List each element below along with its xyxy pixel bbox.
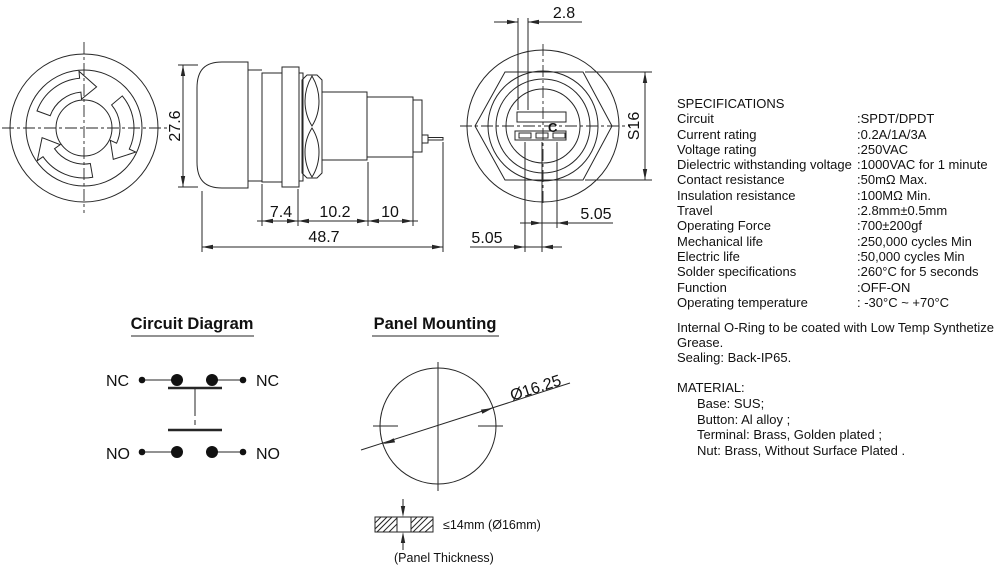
dim-c-text: 10 <box>381 204 399 221</box>
note-line: Internal O-Ring to be coated with Low Temp Synthetize <box>677 320 994 335</box>
spec-row <box>677 295 1000 310</box>
side-view <box>167 62 443 252</box>
dim-b-text: 10.2 <box>319 204 351 221</box>
dim-top-text: 2.8 <box>552 5 576 22</box>
rotate-arrow-top-icon <box>37 71 97 116</box>
material-item: Nut: Brass, Without Surface Plated . <box>697 443 906 459</box>
spec-label: Operating Force <box>677 218 771 234</box>
specifications-block <box>677 96 1000 310</box>
spec-row <box>677 172 1000 187</box>
spec-label: Contact resistance <box>677 172 785 188</box>
panel-section-outline <box>375 517 433 532</box>
end-cap <box>413 100 422 152</box>
dim-height <box>167 65 198 187</box>
spec-row <box>677 264 1000 279</box>
rear-body <box>367 97 413 157</box>
spec-label: Function <box>677 279 727 295</box>
material-block <box>677 380 1000 459</box>
arrowhead-icon <box>402 219 413 223</box>
arrowhead-icon <box>357 219 368 223</box>
spec-value: :260°C for 5 seconds <box>857 264 979 280</box>
arrowhead-icon <box>202 245 213 249</box>
nc-terminal-left <box>139 377 146 384</box>
hatching-right <box>411 517 433 532</box>
arrowhead-icon <box>432 245 443 249</box>
dim-a-text: 7.4 <box>269 204 293 221</box>
spec-row <box>677 234 1000 249</box>
material-item: Terminal: Brass, Golden plated ; <box>697 427 882 443</box>
arrowhead-icon <box>542 245 553 249</box>
terminal-pad-left <box>519 133 531 138</box>
no-contact-right <box>206 446 218 458</box>
spec-row <box>677 203 1000 218</box>
no-terminal-left <box>139 449 146 456</box>
no-terminal-right <box>240 449 247 456</box>
spec-value: :250,000 cycles Min <box>857 233 972 249</box>
panel-cross-section <box>375 499 541 565</box>
panel-mounting <box>361 315 570 565</box>
panel-thickness-caption: (Panel Thickness) <box>394 551 494 565</box>
spec-value: :250VAC <box>857 141 909 157</box>
hex-facet-lower <box>305 128 319 177</box>
spec-row <box>677 218 1000 233</box>
material-item: Button: Al alloy ; <box>697 411 791 427</box>
hex-facet-upper <box>305 76 319 126</box>
arrowhead-icon <box>181 176 185 187</box>
specifications-title: SPECIFICATIONS <box>677 96 785 111</box>
arrowhead-icon <box>507 20 518 24</box>
spec-value: :SPDT/DPDT <box>857 111 935 127</box>
spec-value: :50,000 cycles Min <box>857 248 965 264</box>
spec-row <box>677 188 1000 203</box>
arrowhead-icon <box>181 65 185 76</box>
hatching-left <box>375 517 397 532</box>
spec-row <box>677 142 1000 157</box>
hole-diameter-text: Ø16.25 <box>508 372 564 405</box>
nc-label-right: NC <box>256 373 280 390</box>
spec-value: :1000VAC for 1 minute <box>857 157 988 173</box>
common-terminal-label: C <box>548 120 558 135</box>
no-contact-left <box>171 446 183 458</box>
spec-row <box>677 249 1000 264</box>
panel-flange <box>282 67 299 187</box>
dim-total-text: 48.7 <box>308 229 340 246</box>
spec-label: Operating temperature <box>677 294 808 310</box>
no-label-left: NO <box>106 446 130 463</box>
arrowhead-icon <box>481 408 493 414</box>
terminal-pad-center <box>536 133 548 138</box>
arrowhead-icon <box>383 438 395 444</box>
front-view <box>2 42 168 213</box>
sealing-notes <box>677 320 1000 365</box>
nc-terminal-right <box>240 377 247 384</box>
arrowhead-icon <box>557 221 568 225</box>
spec-label: Electric life <box>677 248 740 264</box>
material-title: MATERIAL: <box>677 380 745 395</box>
spec-label: Voltage rating <box>677 141 757 157</box>
circuit-title: Circuit Diagram <box>130 315 254 333</box>
dim-flats-text: S16 <box>626 111 643 141</box>
spec-row <box>677 111 1000 126</box>
spec-value: :700±200gf <box>857 218 922 234</box>
spec-label: Dielectric withstanding voltage <box>677 157 852 173</box>
arrowhead-icon <box>643 169 647 180</box>
note-line: Sealing: Back-IP65. <box>677 350 792 365</box>
terminal-bar <box>515 131 566 140</box>
arrowhead-icon <box>368 219 379 223</box>
terminal-base <box>422 135 428 143</box>
nc-contact-left <box>171 374 183 386</box>
no-label-right: NO <box>256 446 280 463</box>
threaded-bushing <box>322 92 367 160</box>
arrowhead-icon <box>401 532 405 543</box>
dim-left-text: 5.05 <box>471 230 503 247</box>
dim-terminal-offset <box>494 5 582 110</box>
nc-label-left: NC <box>106 373 130 390</box>
arrowhead-icon <box>528 20 539 24</box>
circuit-diagram <box>106 315 280 463</box>
spec-label: Current rating <box>677 126 757 142</box>
material-item: Base: SUS; <box>697 395 765 411</box>
spec-value: :OFF-ON <box>857 279 911 295</box>
spec-value: :2.8mm±0.5mm <box>857 203 948 219</box>
spec-label: Circuit <box>677 111 714 127</box>
spec-value: :0.2A/1A/3A <box>857 126 927 142</box>
dim-terminal-pitch <box>470 142 613 252</box>
cap-profile <box>197 62 248 188</box>
spec-label: Travel <box>677 203 713 219</box>
spec-label: Solder specifications <box>677 264 797 280</box>
dim-chain <box>257 154 418 226</box>
panel-thickness-text: ≤14mm (Ø16mm) <box>443 518 541 532</box>
keyway-slot <box>517 112 566 122</box>
terminal-pin <box>428 138 443 141</box>
dim-right-text: 5.05 <box>580 206 612 223</box>
spec-value: :50mΩ Max. <box>857 172 928 188</box>
note-line: Grease. <box>677 335 724 350</box>
arrowhead-icon <box>401 506 405 517</box>
nc-contact-right <box>206 374 218 386</box>
spec-label: Insulation resistance <box>677 187 796 203</box>
collar-ring <box>262 73 282 182</box>
arrowhead-icon <box>298 219 309 223</box>
dim-height-text: 27.6 <box>167 110 184 142</box>
arrowhead-icon <box>643 72 647 83</box>
spec-label: Mechanical life <box>677 233 763 249</box>
spec-row <box>677 157 1000 172</box>
panel-title: Panel Mounting <box>373 315 497 333</box>
arrowhead-icon <box>514 245 525 249</box>
spec-value: :100MΩ Min. <box>857 187 932 203</box>
spec-value: : -30°C ~ +70°C <box>857 294 950 310</box>
rear-view <box>460 5 652 252</box>
spec-row <box>677 127 1000 142</box>
spec-row <box>677 280 1000 295</box>
arrowhead-icon <box>531 221 542 225</box>
